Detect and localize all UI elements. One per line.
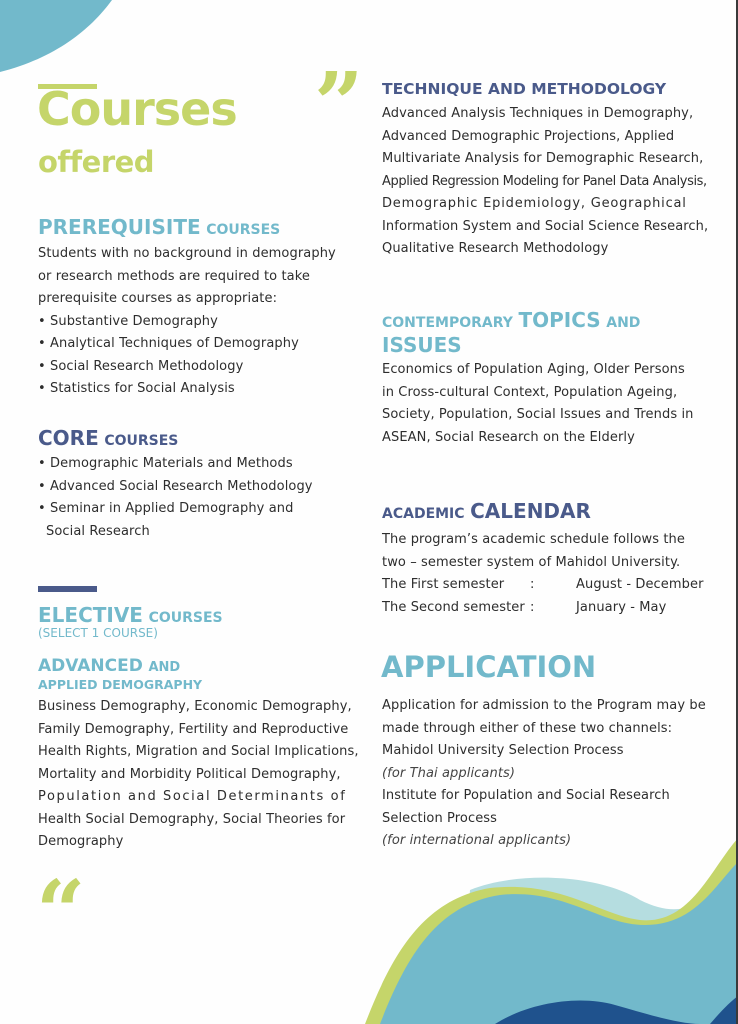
calendar-body [382,529,704,619]
elective-note: (SELECT 1 COURSE) [38,626,158,640]
elective-heading [38,604,223,626]
advanced-line: Business Demography, Economic Demography, [38,699,352,714]
calendar-heading [382,500,591,522]
advanced-heading-big: ADVANCED [38,656,143,676]
advanced-line: Family Demography, Fertility and Reproductive [38,721,349,737]
application-channel-2-note: (for international applicants) [382,833,572,848]
calendar-heading-small: ACADEMIC [382,506,465,522]
application-channel-2: Institute for Population and Social Research [382,788,670,803]
page-title: Courses [37,82,237,136]
calendar-intro-line: The program’s academic schedule follows the [382,532,685,547]
contemporary-heading [382,309,640,331]
contemporary-line: Society, Population, Social Issues and Trends in [382,407,694,422]
prerequisite-heading-big: PREREQUISITE [38,215,201,239]
prerequisite-item: • Substantive Demography [38,313,218,329]
technique-line: Information System and Social Science Research, [382,218,709,234]
semester-separator: : [530,599,535,615]
application-heading: APPLICATION [381,650,597,684]
semester-separator: : [530,577,535,592]
semester-label: The Second semester [382,599,525,615]
prerequisite-item: • Social Research Methodology [38,358,244,374]
technique-line: Demographic Epidemiology, Geographical [382,196,687,211]
prerequisite-intro-line: Students with no background in demography [38,246,336,261]
contemporary-line: ASEAN, Social Research on the Elderly [382,429,635,445]
semester-period: January - May [576,599,667,615]
calendar-heading-big: CALENDAR [470,499,591,523]
application-body [382,695,706,853]
core-item: • Demographic Materials and Methods [38,456,293,471]
elective-heading-small: COURSES [148,610,223,626]
contemporary-heading-line2: ISSUES [382,333,462,357]
prerequisite-intro-line: prerequisite courses as appropriate: [38,291,278,306]
quote-open-icon: “ [36,862,86,963]
contemporary-heading-big: TOPICS [518,308,601,332]
core-item: • Seminar in Applied Demography and [38,501,294,516]
page-subtitle: offered [38,145,155,179]
prerequisite-heading [38,216,280,238]
advanced-line: Mortality and Morbidity Political Demography, [38,766,341,782]
technique-line: Multivariate Analysis for Demographic Research, [382,151,704,166]
application-channel-1: Mahidol University Selection Process [382,743,624,758]
advanced-line: Demography [38,834,124,849]
calendar-intro-line: two – semester system of Mahidol University. [382,554,681,570]
contemporary-heading-small: CONTEMPORARY [382,315,513,331]
technique-body [382,103,708,261]
core-heading-small: COURSES [104,433,179,449]
advanced-heading [38,657,180,676]
application-channel-1-note: (for Thai applicants) [382,765,516,781]
application-channel-2: Selection Process [382,810,498,826]
core-heading [38,427,178,449]
contemporary-line: Economics of Population Aging, Older Persons [382,362,685,377]
contemporary-heading-small: AND [606,315,641,331]
advanced-line: Health Rights, Migration and Social Implications, [38,744,359,759]
advanced-line: Population and Social Determinants of [38,789,347,804]
technique-line: Advanced Analysis Techniques in Demography, [382,106,694,121]
advanced-body [38,696,359,854]
advanced-heading-line2: APPLIED DEMOGRAPHY [38,677,203,692]
core-list [38,453,313,543]
application-line: Application for admission to the Program may be [382,698,706,713]
semester-period: August - December [576,577,704,592]
core-item: Social Research [46,523,150,539]
prerequisite-item: • Statistics for Social Analysis [38,381,235,396]
elective-divider [38,586,97,592]
core-item: • Advanced Social Research Methodology [38,478,313,494]
semester-row [382,574,704,597]
advanced-line: Health Social Demography, Social Theories for [38,811,346,827]
technique-line: Applied Regression Modeling for Panel Data Analysis, [382,173,707,189]
technique-line: Qualitative Research Methodology [382,241,609,256]
contemporary-body [382,359,694,449]
semester-label: The First semester [382,577,505,592]
advanced-heading-small: AND [148,660,181,675]
semester-row [382,597,704,620]
quote-close-icon: ” [314,54,364,155]
prerequisite-heading-small: COURSES [206,222,281,238]
application-line: made through either of these two channels: [382,720,673,736]
technique-line: Advanced Demographic Projections, Applied [382,128,675,144]
prerequisite-intro-line: or research methods are required to take [38,268,310,284]
prerequisite-item: • Analytical Techniques of Demography [38,336,299,351]
elective-heading-big: ELECTIVE [38,603,143,627]
technique-heading: TECHNIQUE AND METHODOLOGY [382,80,667,98]
contemporary-line: in Cross-cultural Context, Population Ageing, [382,384,678,400]
core-heading-big: CORE [38,426,99,450]
prerequisite-body [38,243,336,401]
